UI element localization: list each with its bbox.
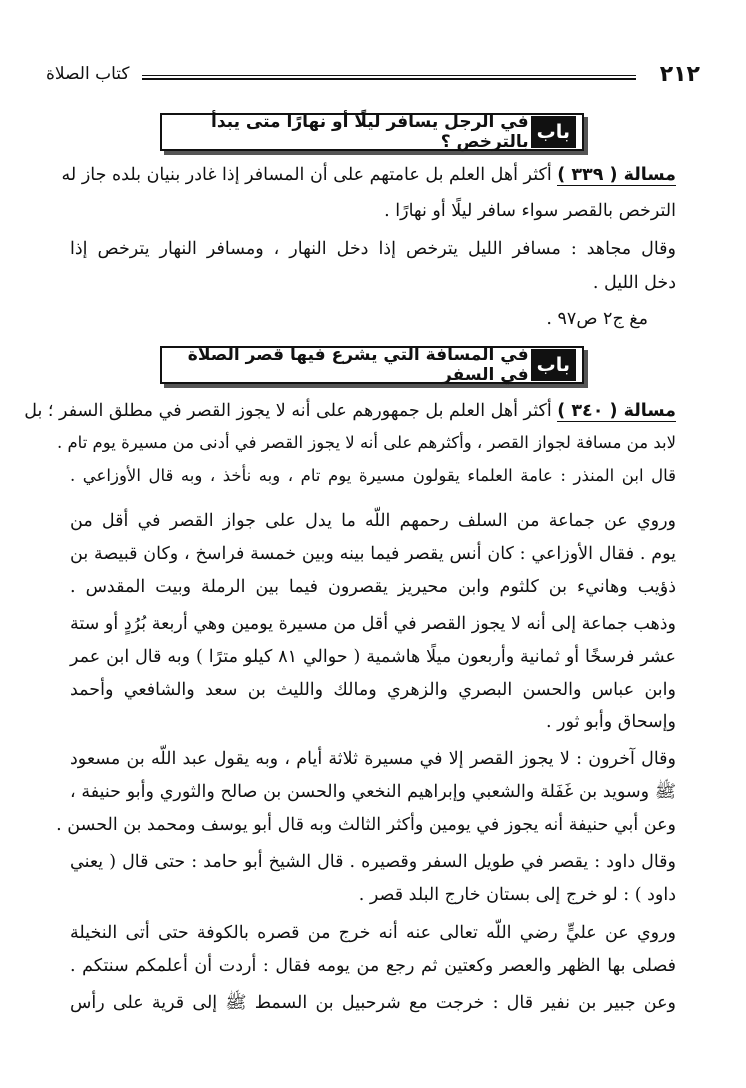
- chapter-label: باب: [531, 116, 576, 148]
- header-rule: [142, 75, 636, 80]
- book-title: كتاب الصلاة: [46, 64, 130, 84]
- text-line: عشر فرسخًا أو ثمانية وأربعون ميلًا هاشمية ( حوالي ٨١ كيلو مترًا ) وبه قال ابن عمر: [70, 647, 676, 667]
- text-line: وعن أبي حنيفة أنه يجوز في يومين وأكثر الثالث وبه قال أبو يوسف ومحمد بن الحسن .: [56, 815, 676, 835]
- text-line: ﷺ وسويد بن غَفَلة والشعبي وإبراهيم النخعي والحسن بن صالح والثوري وأبو حنيفة ،: [70, 782, 676, 802]
- text-line: لابد من مسافة لجواز القصر ، وأكثرهم على أنه لا يجوز القصر في أدنى من مسيرة يوم تام .: [56, 433, 676, 452]
- chapter-title: في المسافة التي يشرع فيها قصر الصلاة في السفر: [187, 345, 529, 385]
- text-line: ذؤيب وهانيء بن كلثوم وابن محيريز يقصرون فيما بين الرملة وبيت المقدس .: [70, 577, 676, 597]
- text-line: وإسحاق وأبو ثور .: [545, 712, 676, 732]
- text-span: أكثر أهل العلم بل جمهورهم على أنه لا يجوز القصر في مطلق السفر ؛ بل: [24, 401, 552, 421]
- page-bottom-margin: [0, 1048, 746, 1088]
- text-line: وذهب جماعة إلى أنه لا يجوز القصر في أقل من مسيرة يومين وهي أربعة بُرُدٍ أو ستة: [70, 614, 676, 634]
- text-line: وقال آخرون : لا يجوز القصر إلا في مسيرة ثلاثة أيام ، وبه يقول عبد اللّه بن مسعود: [70, 749, 676, 769]
- page-number: ٢١٢: [659, 62, 700, 87]
- running-header: [46, 62, 700, 92]
- text-line: قال ابن المنذر : عامة العلماء يقولون مسيرة يوم تام ، وبه نأخذ ، وبه قال الأوزاعي .: [70, 466, 676, 485]
- text-line: وروي عن عليٍّ رضي اللّه تعالى عنه أنه خرج من قصره بالكوفة حتى أتى النخيلة: [70, 923, 676, 943]
- text-line: وقال داود : يقصر في طويل السفر وقصيره . قال الشيخ أبو حامد : حتى قال ( يعني: [70, 852, 676, 872]
- text-line: وقال مجاهد : مسافر الليل يترخص إذا دخل النهار ، ومسافر النهار يترخص إذا: [70, 239, 676, 259]
- issue-label: مسالة ( ٣٤٠ ): [557, 401, 676, 421]
- text-line: يوم . فقال الأوزاعي : كان أنس يقصر فيما بينه وبين خمسة فراسخ ، وكان قبيصة بن: [70, 544, 676, 564]
- text-line: [61, 162, 676, 188]
- chapter-title-box-2: [160, 346, 584, 384]
- text-line: داود ) : لو خرج إلى بستان خارج البلد قصر .: [358, 885, 676, 905]
- issue-label: مسالة ( ٣٣٩ ): [557, 165, 676, 185]
- chapter-title: في الرجل يسافر ليلًا أو نهارًا متى يبدأ بالترخص ؟: [211, 112, 529, 152]
- chapter-title-box-1: [160, 113, 584, 151]
- chapter-label: باب: [531, 349, 576, 381]
- text-span: أكثر أهل العلم بل عامتهم على أن المسافر إذا غادر بنيان بلده جاز له: [61, 165, 552, 185]
- text-line: فصلى بها الظهر والعصر وكعتين ثم رجع من يومه فقال : أردت أن أعلمكم سنتكم .: [70, 956, 676, 976]
- text-line: [24, 398, 676, 424]
- text-line: الترخص بالقصر سواء سافر ليلًا أو نهارًا .: [384, 201, 676, 221]
- text-line: وروي عن جماعة من السلف رحمهم اللّه ما يدل على جواز القصر في أقل من: [70, 511, 676, 531]
- text-line: دخل الليل .: [592, 273, 676, 293]
- text-line: وابن عباس والحسن البصري والزهري ومالك والليث بن سعد والشافعي وأحمد: [70, 680, 676, 700]
- source-reference: مغ ج٢ ص٩٧ .: [546, 309, 648, 329]
- text-line: وعن جبير بن نفير قال : خرجت مع شرحبيل بن السمط ﷺ إلى قرية على رأس: [70, 993, 676, 1013]
